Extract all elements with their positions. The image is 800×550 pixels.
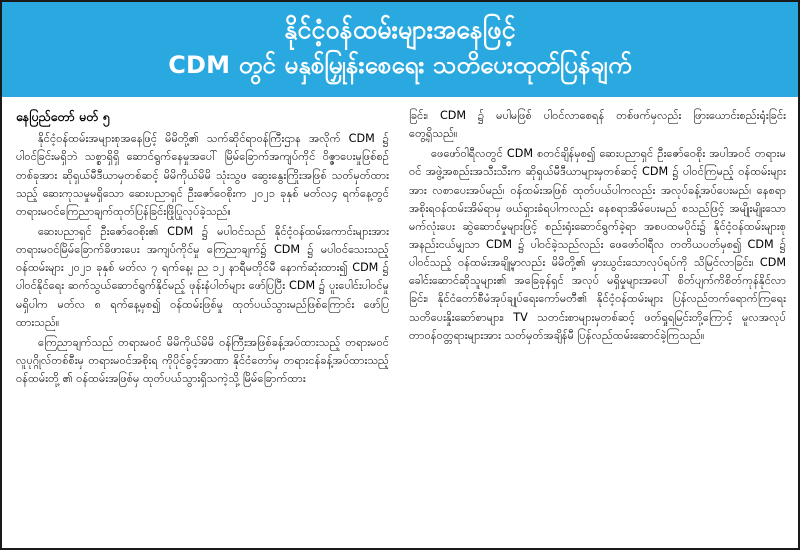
paragraph: ဆေးပညာရှင် ဦးဇော်ဝေစိုး၏ CDM ၌ မပါဝင်သည် နိုင်ငံ့ဝန်ထမ်းကောင်းများအား တရားမဝင်မြိမ်ခြောက်ခိဖားပေး အကျပ်ကိုင်မှု ကြေညာချက်၌ CDM ၌ မပါဝင်သေးသည့် ဝန်ထမ်းများ ၂၀၂၁ ခုနှစ် မတ်လ ၇ ရက်နေ့၊ ည ၁၂ နာရီမတိုင်မီ နောက်ဆုံးထား၍ CDM ၌ ပါဝင်နိုင်ရေး ဆက်သွယ်ဆောင်ရွက်နိုင်မည့် ဖုန်းနံပါတ်များ ဖော်ပြပြီး CDM ၌ ပူးပေါင်းပါဝင်မှုမရှိပါက မတ်လ ၈ ရက်နေ့မှစ၍ ဝန်ထမ်းဖြစ်မှု ထုတ်ပယ်သွားမည်ဖြစ်ကြောင်း ဖော်ပြထားသည်။	[16, 225, 389, 329]
paragraph: ခြင်း၊ CDM ၌ မပါမဖြစ် ပါဝင်လာစေရန် တစ်ဖက်မှလည်း ဖြားယောင်းစည်းရုံးခြင်း တွေ့ရှိသည်။	[409, 109, 786, 141]
article-body	[2, 97, 798, 548]
left-column	[16, 107, 401, 540]
paragraph: ဖေဖော်ဝါရီလတွင် CDM စတင်ချိန်မှစ၍ ဆေးပညာရှင် ဦးဇော်ဝေစိုး အပါအဝင် တရားမဝင် အဖွဲ့အစည်းအသီးသီးက ဆိုရှယ်မီဒီယာများမှတစ်ဆင့် CDM ၌ ပါဝင်ကြမည့် ဝန်ထမ်းများအား လစာပေးအပ်မည်၊ ဝန်ထမ်းအဖြစ် ထုတ်ပယ်ပါကလည်း အလုပ်ခန့်အပ်ပေးမည်၊ နေစရာအစိုးရဝန်ထမ်းအိမ်ရာမှ ဖယ်ရှားခံရပါကလည်း နေစရာအိမ်ပေးမည် စသည်ဖြင့် အမျိုးမျိုးသော မက်လုံးပေး ဆွဲဆောင်မှုများဖြင့် စည်းရုံးဆောင်ရွက်ခဲ့ရာ အစပထမပိုင်း၌ နိုင်ငံ့ဝန်ထမ်းများစု အနည်းငယ်မျှသာ CDM ၌ ပါဝင်ခဲ့သည်လည်း ဖေဖော်ဝါရီလ တတိယပတ်မှစ၍ CDM ၌ ပါဝင်သည့် ဝန်ထမ်းအချို့မှာလည်း မိမိတို့၏ မှားယွင်းသောလုပ်ရပ်ကို သိမြင်လာခြင်း၊ CDM ခေါင်းဆောင်ဆိုသူများ၏ အခြေခုန်ရှင် အလုပ် မရှိမှုများအပေါ် စိတ်ပျက်ကိစိတ်ကုန်နိုင်လာခြင်း၊ နိုင်ငံတော်စီမံအုပ်ချုပ်ရေးကော်မတီ၏ နိုင်ငံ့ဝန်ထမ်းများ ပြန်လည်တက်ရောက်ကြရေး သတိပေးနှိုးဆော်စာများ၊ TV သတင်းစာများမှတစ်ဆင့် ဖတ်ရှုရမြင်းတို့ကြောင့် မူလအလုပ် တာဝန်ဝတ္တရားများအား သတ်မှတ်အချိန်မီ ပြန်လည်ထမ်းဆောင်ခဲ့ကြသည်။	[409, 147, 786, 342]
right-column	[401, 107, 786, 540]
paragraph: နိုင်ငံ့ဝန်ထမ်းအများစုအနေဖြင့် မိမိတို့၏ သက်ဆိုင်ရာဝန်ကြီးဌာန အလိုက် CDM ၌ ပါဝင်ခြင်းမရှိဘဲ သစ္စာရှိရှိ ဆောင်ရွက်နေမှုအပေါ် မြိမ်ခြောက်အကျပ်ကိုင် ဝိဇ္ဇာပေးမှုဖြစ်စဉ်တစ်ခုအား ဆိုရှယ်မီဒီယာမှတစ်ဆင့် မိမိကိုယ်မိမိ သုံးသွဖ ဆွေးနွေးကြိုးအဖြစ် သတ်မှတ်ထားသည့် ဆေးကုသမှုမရှိသော ဆေးပညာရှင် ဦးဇော်ဝေစိုးက ၂၀၂၁ ခုနှစ် မတ်လ၄ ရက်နေ့တွင် တရားမဝင်ကြေညာချက်ထုတ်ပြန်ခြင်းဖြိုပြုလုပ်ခဲ့သည်။	[16, 132, 389, 218]
banner-title-line1: နိုင်ငံ့ဝန်ထမ်းများအနေဖြင့်	[284, 15, 516, 44]
dateline: နေပြည်တော် မတ် ၅	[16, 109, 110, 125]
paragraph: ကြေညာချက်သည် တရားမဝင် မိမိကိုယ်မိမိ ဝန်ကြီးအဖြစ်ခန့်အပ်ထားသည့် တရားမဝင် လူပုဂ္ဂိုလ်တစ်စီးမှ တရားမဝင်အစိုးရ ကိုပိုင်ခွင့်အာဏာ နိုင်ငံတော်မှ တရားငန်ခန့်အပ်ထားသည့် ဝန်ထမ်းတို့ ၏ ဝန်ထမ်းအဖြစ်မှ ထုတ်ပယ်သွားရှိသကဲ့သို့ မြိမ်ခြောက်ထား	[16, 335, 389, 386]
banner-header	[2, 2, 798, 97]
banner-title-line2: CDM တွင် မနှစ်မြှုန်းစေရေး သတိပေးထုတ်ပြန်ချက်	[168, 51, 632, 80]
